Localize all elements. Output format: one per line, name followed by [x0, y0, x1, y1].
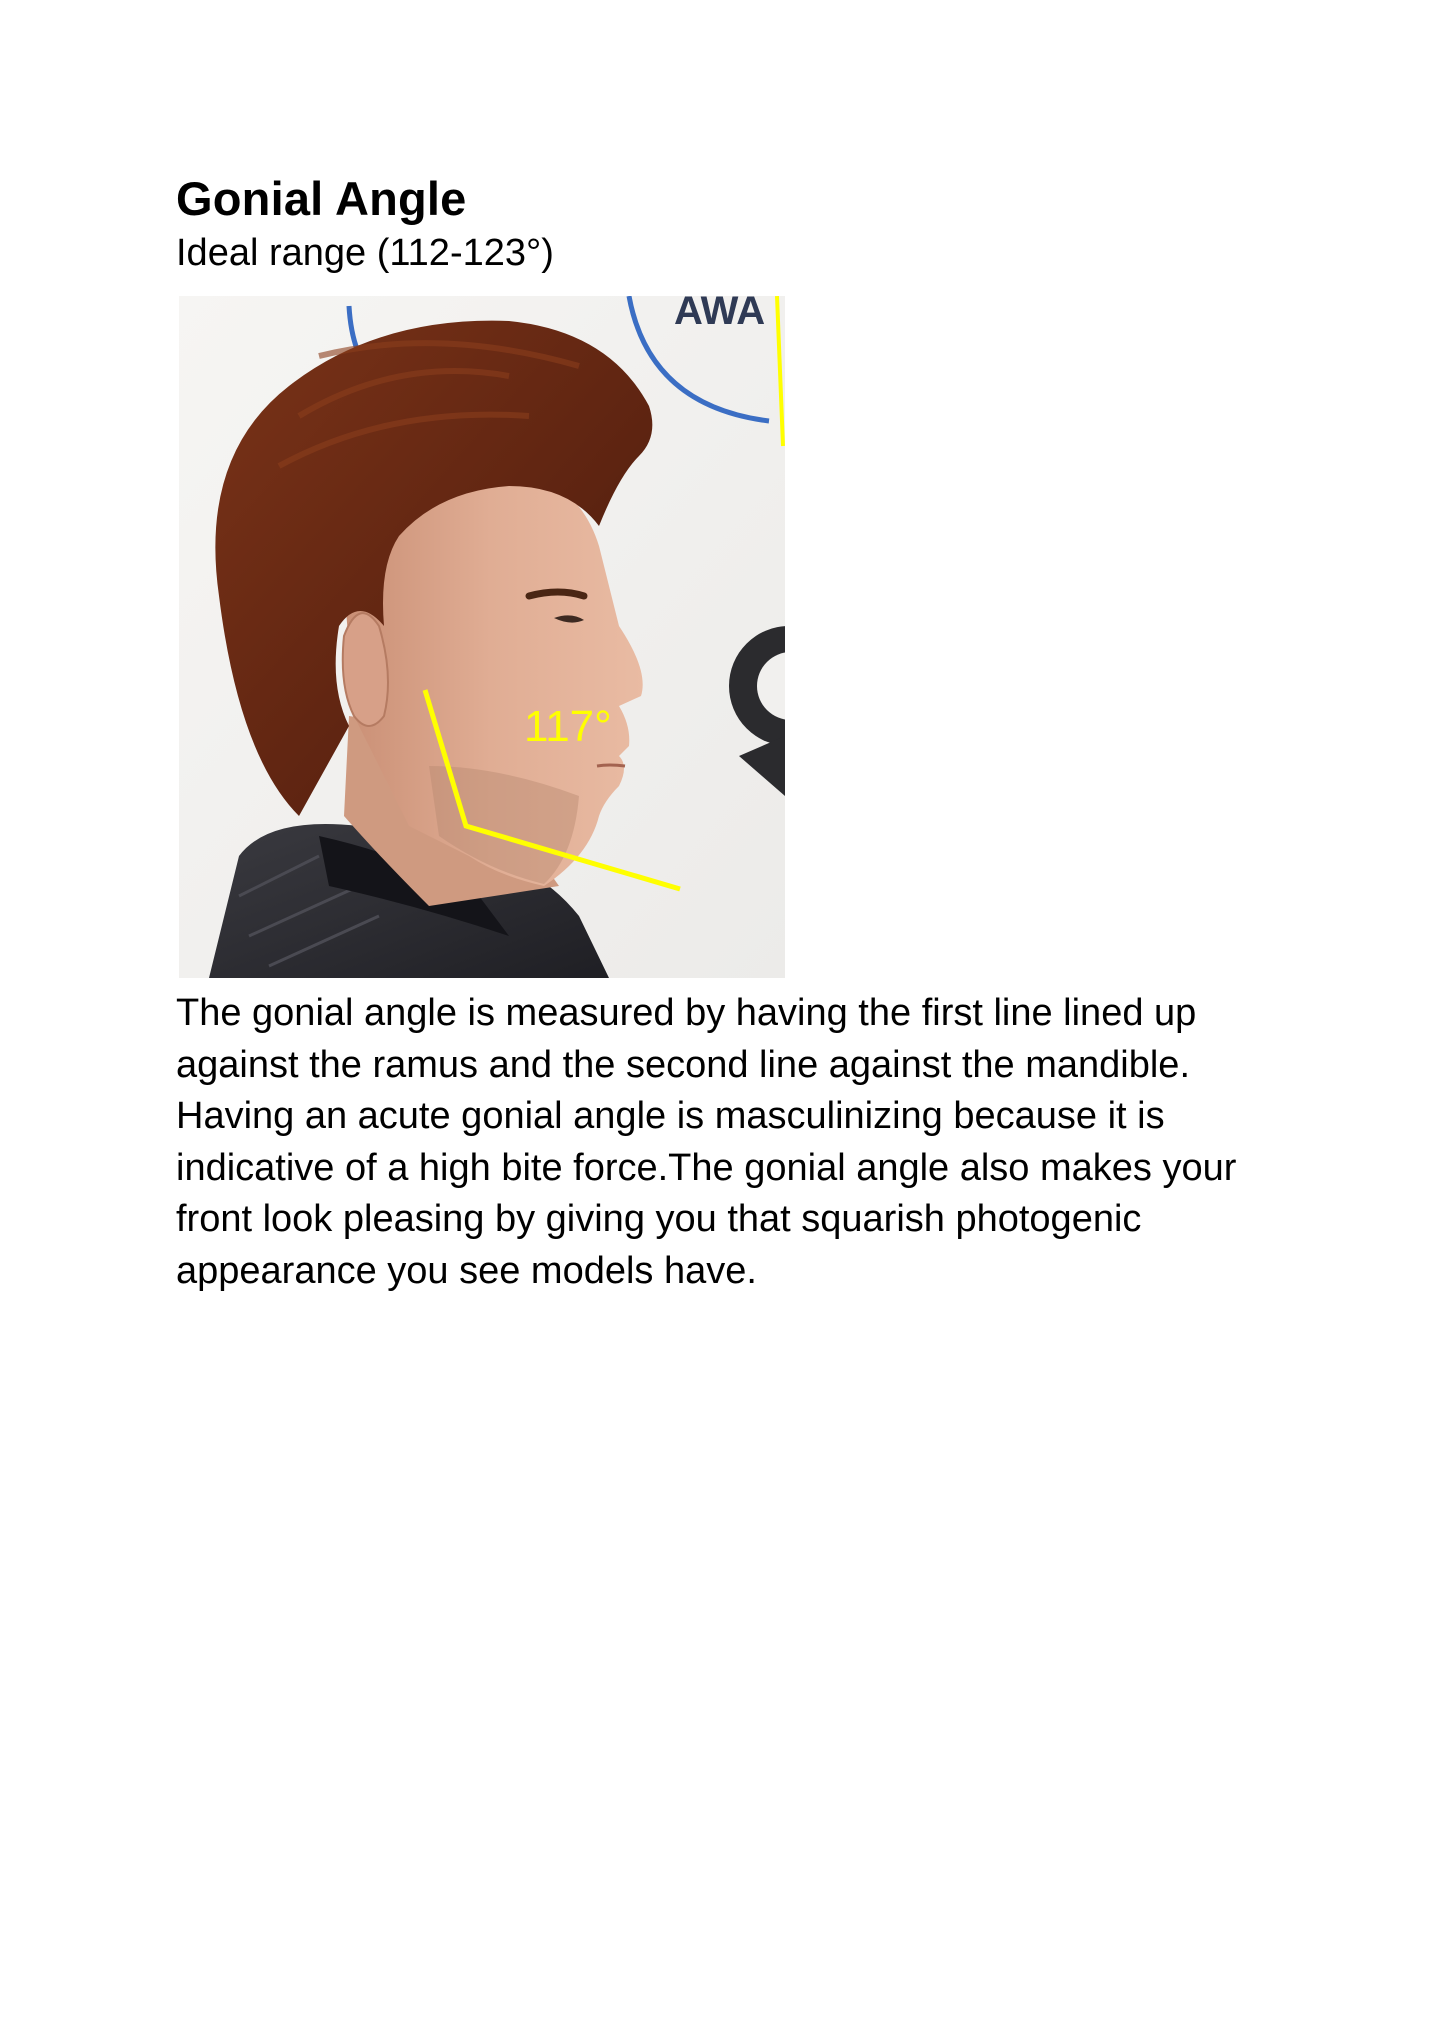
- explanation-paragraph: The gonial angle is measured by having the first line lined up against the ramus and the second line against the mandible. Having an acute gonial angle is masculinizing because it is indicative of a high bite force.The gonial angle also makes your front look pleasing by giving you that squarish photogenic appearance you see models have.: [176, 992, 1237, 1292]
- profile-photo-illustration: [179, 296, 785, 978]
- angle-label: 117°: [524, 702, 612, 751]
- backdrop-text: AWA: [674, 296, 766, 333]
- lips: [597, 765, 625, 766]
- ideal-range-subtitle: Ideal range (112-123°): [176, 232, 554, 274]
- eyebrow: [529, 592, 584, 596]
- page-title: Gonial Angle: [176, 172, 467, 225]
- heading-block: [176, 170, 1296, 278]
- profile-photo-figure: [179, 296, 785, 978]
